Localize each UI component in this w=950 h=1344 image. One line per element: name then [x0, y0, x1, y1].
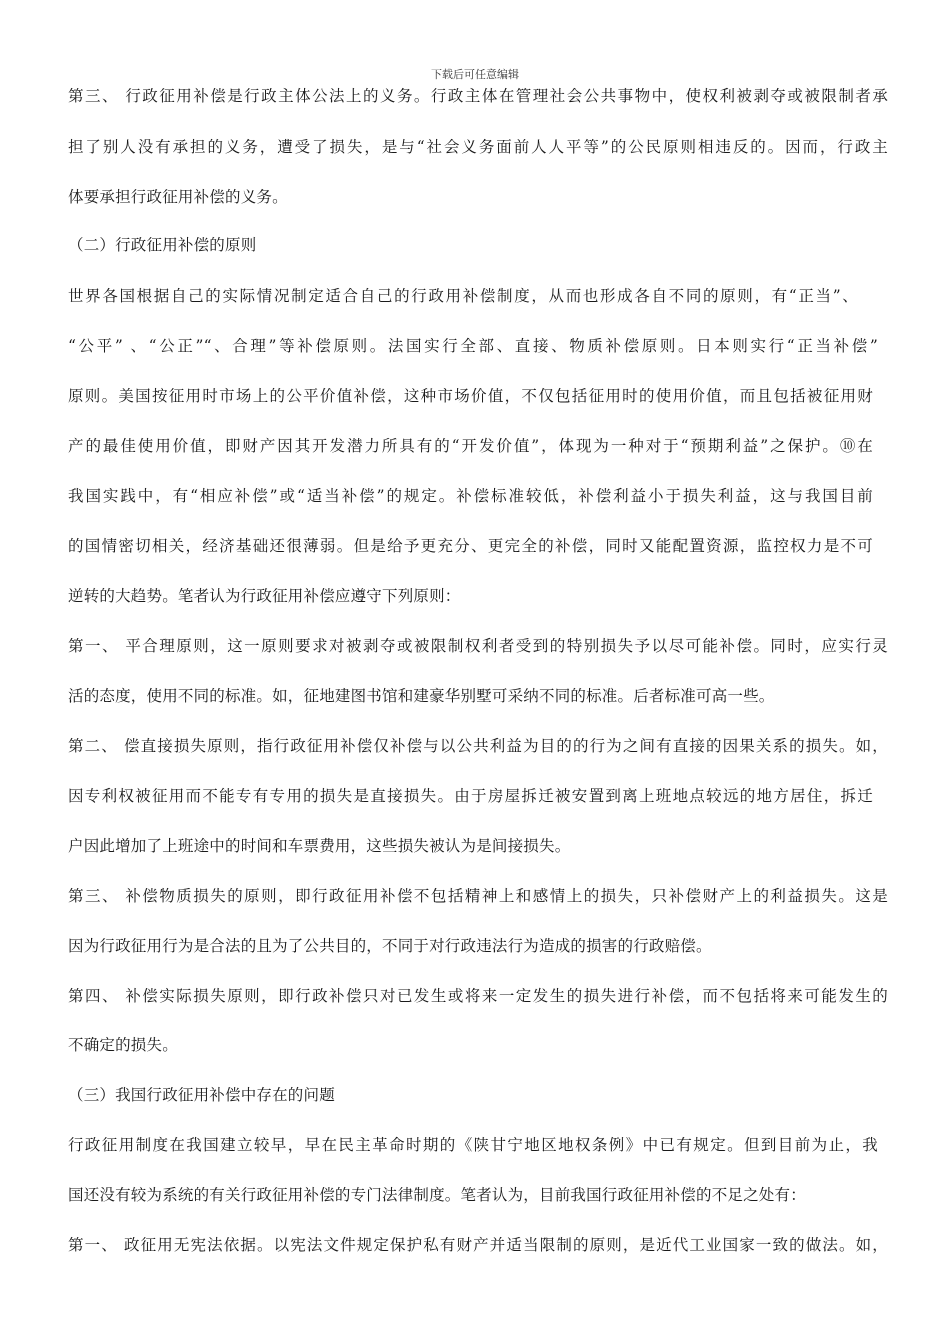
text-line: 逆转的大趋势。笔者认为行政征用补偿应遵守下列原则：	[68, 587, 461, 605]
text-line: 的国情密切相关，经济基础还很薄弱。但是给予更充分、更完全的补偿，同时又能配置资源，监控权力是不可	[68, 537, 873, 555]
section-heading: （三）我国行政征用补偿中存在的问题	[68, 1086, 335, 1104]
text-line: 世界各国根据自己的实际情况制定适合自己的行政用补偿制度，从而也形成各自不同的原则，有“正当”、	[68, 287, 858, 305]
page-header: 下载后可任意编辑	[431, 68, 519, 81]
text-line: 活的态度，使用不同的标准。如，征地建图书馆和建豪华别墅可采纳不同的标准。后者标准可高一些。	[68, 687, 775, 705]
text-line: 第三、 行政征用补偿是行政主体公法上的义务。行政主体在管理社会公共事物中，使权利被剥夺或被限制者承	[68, 87, 888, 105]
text-line: 行政征用制度在我国建立较早，早在民主革命时期的《陕甘宁地区地权条例》中已有规定。但到目前为止，我	[68, 1136, 878, 1154]
text-line: 第一、 政征用无宪法依据。以宪法文件规定保护私有财产并适当限制的原则，是近代工业国家一致的做法。如，	[68, 1236, 888, 1254]
text-line: 第二、 偿直接损失原则，指行政征用补偿仅补偿与以公共利益为目的的行为之间有直接的因果关系的损失。如，	[68, 737, 888, 755]
text-line: 担了别人没有承担的义务，遭受了损失，是与“社会义务面前人人平等”的公民原则相违反的。因而，行政主	[68, 138, 888, 156]
text-line: 因为行政征用行为是合法的且为了公共目的，不同于对行政违法行为造成的损害的行政赔偿。	[68, 937, 712, 955]
text-line: 不确定的损失。	[68, 1036, 178, 1054]
text-line: 户因此增加了上班途中的时间和车票费用，这些损失被认为是间接损失。	[68, 837, 571, 855]
text-line: 第四、 补偿实际损失原则，即行政补偿只对已发生或将来一定发生的损失进行补偿，而不包括将来可能发生的	[68, 987, 888, 1005]
text-line: 产的最佳使用价值，即财产因其开发潜力所具有的“开发价值”，体现为一种对于“预期利益”之保护。⑩在	[68, 437, 873, 455]
text-line: 我国实践中，有“相应补偿”或“适当补偿”的规定。补偿标准较低，补偿利益小于损失利益，这与我国目前	[68, 487, 873, 505]
text-line: 体要承担行政征用补偿的义务。	[68, 188, 288, 206]
text-line: 原则。美国按征用时市场上的公平价值补偿，这种市场价值，不仅包括征用时的使用价值，而且包括被征用财	[68, 387, 873, 405]
text-line: 第一、 平合理原则，这一原则要求对被剥夺或被限制权利者受到的特别损失予以尽可能补偿。同时，应实行灵	[68, 637, 888, 655]
text-line: “公平” 、“公正”“、合理”等补偿原则。法国实行全部、直接、物质补偿原则。日本则实行“正当补偿”	[68, 337, 878, 355]
section-heading: （二）行政征用补偿的原则	[68, 236, 257, 254]
text-line: 因专利权被征用而不能专有专用的损失是直接损失。由于房屋拆迁被安置到离上班地点较远的地方居住，拆迁	[68, 787, 873, 805]
text-line: 第三、 补偿物质损失的原则，即行政征用补偿不包括精神上和感情上的损失，只补偿财产上的利益损失。这是	[68, 887, 888, 905]
text-line: 国还没有较为系统的有关行政征用补偿的专门法律制度。笔者认为，目前我国行政征用补偿的不足之处有：	[68, 1186, 806, 1204]
